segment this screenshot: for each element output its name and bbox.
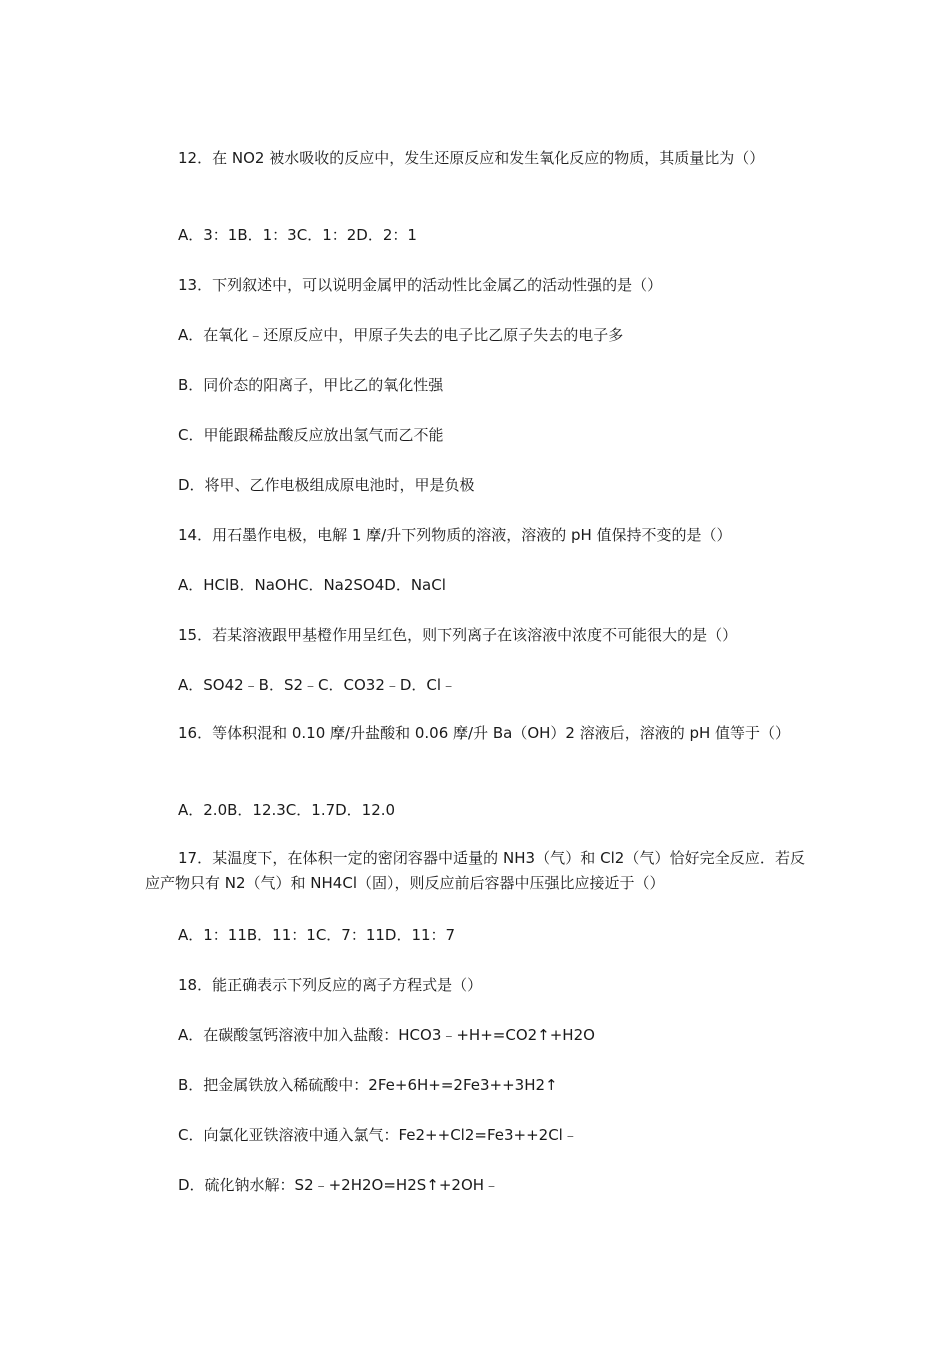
question-15-stem: 15．若某溶液跟甲基橙作用呈红色，则下列离子在该溶液中浓度不可能很大的是（） [178,626,738,644]
question-18-option-c: C．向氯化亚铁溶液中通入氯气：Fe2++Cl2=Fe3++2Cl﹣ [178,1126,578,1144]
question-12-options: A．3：1B．1：3C．1：2D．2：1 [178,226,417,244]
question-17-options: A．1：11B．11：1C．7：11D．11：7 [178,926,456,944]
question-13-stem: 13．下列叙述中，可以说明金属甲的活动性比金属乙的活动性强的是（） [178,276,663,294]
question-18-option-b: B．把金属铁放入稀硫酸中：2Fe+6H+=2Fe3++3H2↑ [178,1076,558,1094]
question-14-options: A．HClB．NaOHC．Na2SO4D．NaCl [178,576,446,594]
question-13-option-a: A．在氧化﹣还原反应中，甲原子失去的电子比乙原子失去的电子多 [178,326,624,344]
question-13-option-b: B．同价态的阳离子，甲比乙的氧化性强 [178,376,444,394]
question-16-stem: 16．等体积混和 0.10 摩/升盐酸和 0.06 摩/升 Ba（OH）2 溶液后，溶液的 pH 值等于（） [178,724,791,742]
question-12-stem: 12．在 NO2 被水吸收的反应中，发生还原反应和发生氧化反应的物质，其质量比为（） [178,149,765,167]
question-18-stem: 18．能正确表示下列反应的离子方程式是（） [178,976,483,994]
question-17-stem: 17．某温度下，在体积一定的密闭容器中适量的 NH3（气）和 Cl2（气）恰好完全反应．若反应产物只有 N2（气）和 NH4Cl（固），则反应前后容器中压强比应接近于（） [145,849,805,892]
question-14-stem: 14．用石墨作电极，电解 1 摩/升下列物质的溶液，溶液的 pH 值保持不变的是（） [178,526,732,544]
question-18-option-d: D．硫化钠水解：S2﹣+2H2O=H2S↑+2OH﹣ [178,1176,500,1194]
question-13-option-c: C．甲能跟稀盐酸反应放出氢气而乙不能 [178,426,444,444]
question-15-options: A．SO42﹣B．S2﹣C．CO32﹣D．Cl﹣ [178,676,457,694]
question-13-option-d: D．将甲、乙作电极组成原电池时，甲是负极 [178,476,475,494]
question-16-options: A．2.0B．12.3C．1.7D．12.0 [178,801,396,819]
question-18-option-a: A．在碳酸氢钙溶液中加入盐酸：HCO3﹣+H+=CO2↑+H2O [178,1026,595,1044]
